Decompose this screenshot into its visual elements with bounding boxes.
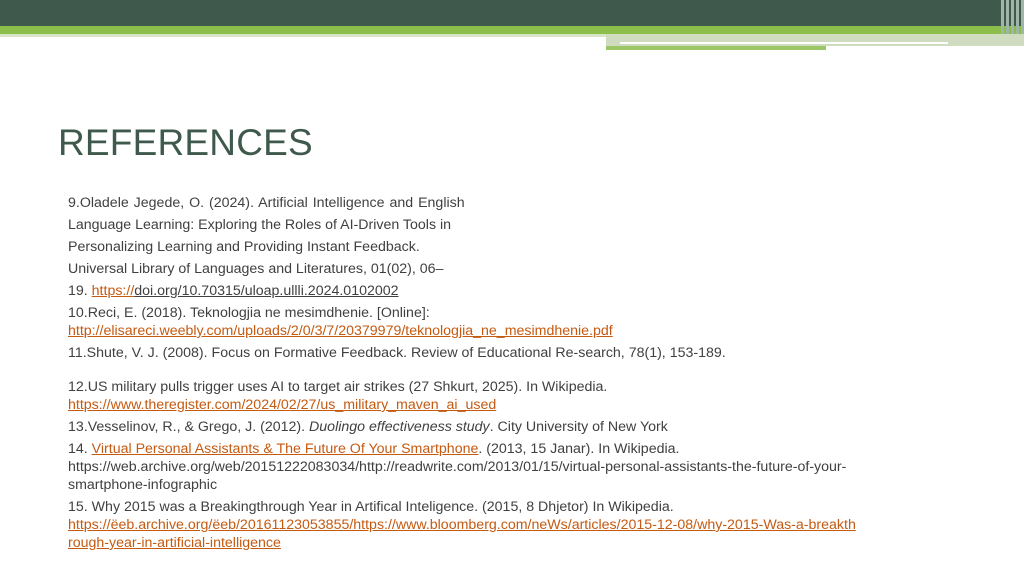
ref-15-link-part-1[interactable]: https://ëeb.archive.org/ëeb/20161123053855/https://www.bloomberg.com/neWs/articles/2015-12-08/why-2015-Was-a-breakth: [68, 517, 856, 533]
references-list: [68, 194, 968, 552]
stripe: [1011, 0, 1014, 34]
ref-12-line-1: 12.US military pulls trigger uses AI to target air strikes (27 Shkurt, 2025). In Wikipedia.: [68, 379, 608, 395]
ref-14-line-1: [68, 440, 968, 458]
ref-13-authors: 13.Vesselinov, R., & Grego, J. (2012).: [68, 419, 310, 435]
ref-9-prefix: 19.: [68, 283, 92, 299]
stripe: [1006, 0, 1009, 34]
ref-13: [68, 418, 968, 436]
header-stripes: [990, 0, 1024, 34]
ref-12-link[interactable]: https://www.theregister.com/2024/02/27/us_military_maven_ai_used: [68, 397, 497, 413]
ref-9-line-3: Personalizing Learning and Providing Instant Feedback.: [68, 239, 420, 255]
header-band-light: [0, 34, 606, 37]
ref-9-line-1: 9.Oladele Jegede, O. (2024). Artificial Intelligence and English: [68, 195, 465, 211]
slide-title: REFERENCES: [58, 122, 313, 163]
ref-9-line-4: Universal Library of Languages and Literatures, 01(02), 06–: [68, 261, 444, 277]
ref-15-link-part-2[interactable]: rough-year-in-artificial-intelligence: [68, 535, 281, 551]
header-band-dark: [0, 0, 1024, 26]
ref-11: 11.Shute, V. J. (2008). Focus on Formative Feedback. Review of Educational Re-search, 78(1), 153-189.: [68, 345, 726, 361]
ref-15-line-1: 15. Why 2015 was a Breakingthrough Year in Artifical Inteligence. (2015, 8 Dhjetor) In Wikipedia.: [68, 499, 674, 515]
ref-10-line-1: 10.Reci, E. (2018). Teknologjia ne mesimdhenie. [Online]:: [68, 305, 430, 321]
header-band-right-line: [620, 42, 948, 44]
header-band-right-a: [606, 34, 1024, 46]
ref-13-title: Duolingo effectiveness study: [309, 419, 490, 435]
header-band-right-b: [606, 46, 826, 50]
ref-9-https-link[interactable]: https://: [91, 283, 135, 299]
ref-14-date: . (2013, 15 Janar). In Wikipedia.: [478, 441, 680, 457]
ref-10-link[interactable]: http://elisareci.weebly.com/uploads/2/0/3/7/20379979/teknologjia_ne_mesimdhenie.pdf: [68, 323, 613, 339]
header-band-green: [0, 26, 1024, 34]
ref-9-line-5: [68, 282, 968, 300]
ref-14-prefix: 14.: [68, 441, 92, 457]
ref-9-line-2: Language Learning: Exploring the Roles of AI-Driven Tools in: [68, 217, 452, 233]
ref-14-title-link[interactable]: Virtual Personal Assistants & The Future Of Your Smartphone: [91, 441, 479, 457]
ref-9-doi[interactable]: doi.org/10.70315/uloap.ullli.2024.0102002: [134, 283, 399, 299]
ref-13-publisher: . City University of New York: [489, 419, 668, 435]
stripe: [1001, 0, 1004, 34]
stripe: [1016, 0, 1019, 34]
ref-14-line-2: https://web.archive.org/web/20151222083034/http://readwrite.com/2013/01/15/virtual-personal-assistants-the-future-of-your-: [68, 459, 847, 475]
ref-14-line-3: smartphone-infographic: [68, 477, 218, 493]
